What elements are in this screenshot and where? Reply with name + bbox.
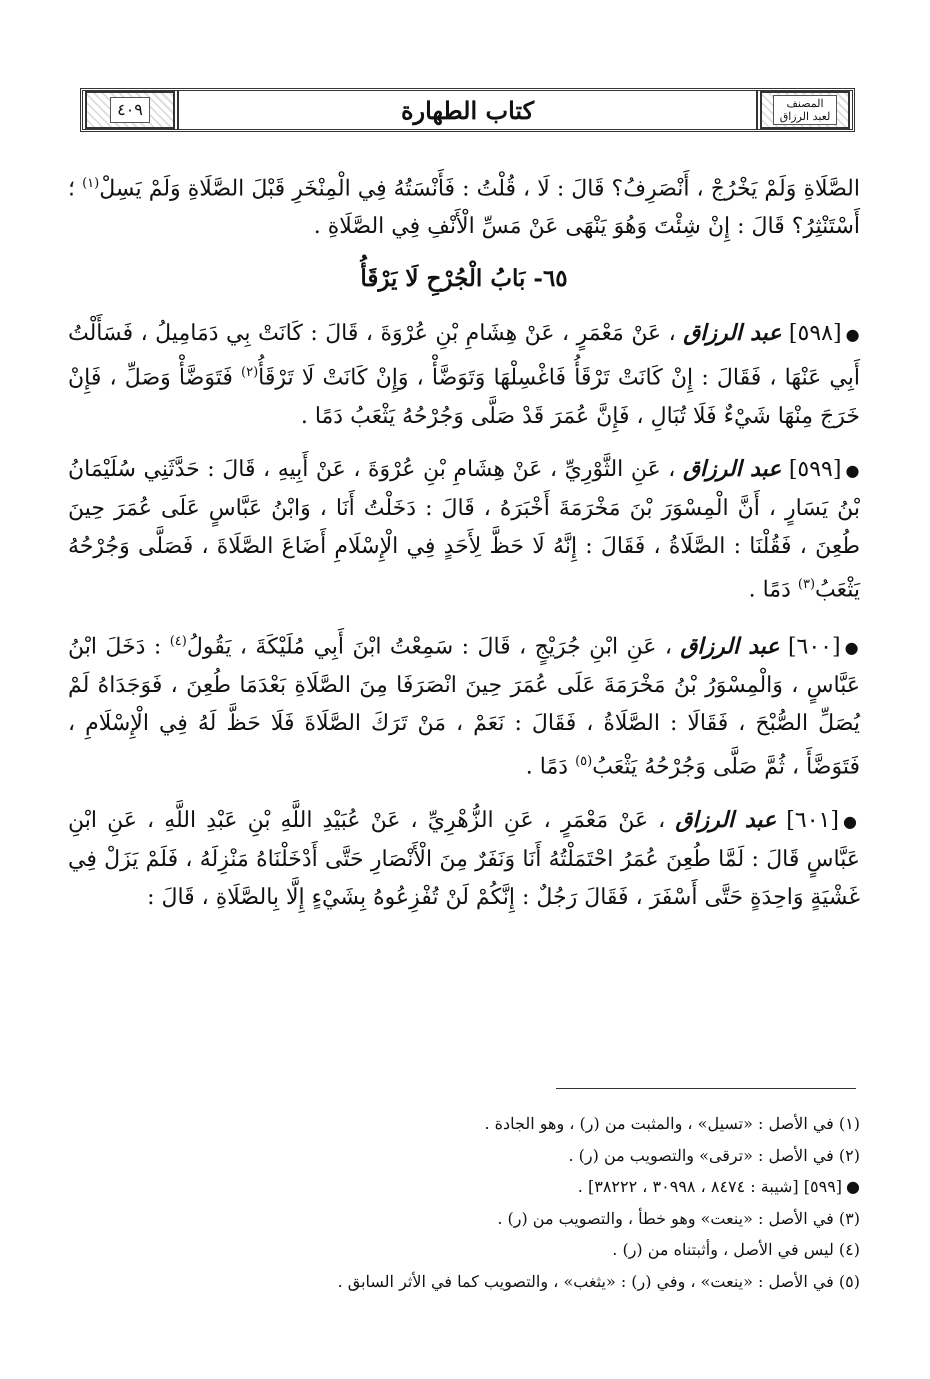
hadith-entry (68, 314, 860, 435)
entry-text: ، عَنْ مَعْمَرٍ ، عَنْ هِشَامِ بْنِ عُرْوَةَ ، قَالَ : كَانَتْ بِي دَمَامِيلُ ، فَسَأَلْتُ أَبِي عَنْهَا ، فَقَالَ : إِنْ كَانَتْ تَرْقَأُ فَاغْسِلْهَا وَتَوَضَّأْ ، وَإِنْ كَانَتْ لَا تَرْقَأُ (68, 321, 861, 391)
footnote-ref: (٣) (797, 576, 816, 592)
bullet-icon: ● (845, 325, 860, 345)
entry-text: دَمًا . (748, 576, 791, 602)
footnote: (٤) ليس في الأصل ، وأثبتناه من (ر) . (612, 1240, 860, 1259)
entry-number: [٦٠٠] (787, 634, 841, 660)
hadith-entry (68, 623, 860, 787)
book-logo-ornament (760, 91, 850, 129)
bullet-icon: ● (845, 460, 860, 480)
chapter-heading: ٦٥- بَابُ الْجُرْحِ لَا يَرْقَأُ (360, 265, 568, 293)
entry-author: عبد الرزاق (683, 320, 782, 347)
entry-text: : دَخَلَ ابْنُ عَبَّاسٍ ، وَالْمِسْوَرُ بْنُ مَخْرَمَةَ عَلَى عُمَرَ حِينَ انْصَرَفَا مِنَ الصَّلَاةِ بَعْدَمَا طُعِنَ ، فَوَجَدَاهُ لَمْ يُصَلِّ الصُّبْحَ ، فَقَالَا : الصَّلَاةُ ، فَقَالَ : نَعَمْ ، مَنْ تَرَكَ الصَّلَاةَ فَلَا حَظَّ لَهُ فِي الْإِسْلَامِ ، فَتَوَضَّأَ ، ثُمَّ صَلَّى وَجُرْحُهُ يَثْعَبُ (68, 634, 861, 780)
footnote-source: [٥٩٩] [شيبة : ٨٤٧٤ ، ٣٠٩٩٨ ، ٣٨٢٢٢] . (577, 1177, 843, 1196)
footnote (68, 1171, 860, 1203)
footnote: (١) في الأصل : «تسيل» ، والمثبت من (ر) ، وهو الجادة . (484, 1114, 860, 1133)
entry-author: عبد الرزاق (675, 806, 777, 833)
footnote: (٣) في الأصل : «ينعت» وهو خطأ ، والتصويب من (ر) . (497, 1208, 860, 1228)
book-logo (773, 95, 838, 125)
entry-text: دَمًا . (525, 754, 569, 780)
bullet-icon: ● (846, 1177, 860, 1196)
logo-line2: لعبد الرزاق (779, 110, 831, 123)
entry-number: [٥٩٨] (788, 321, 842, 347)
entry-number: [٥٩٩] (788, 456, 842, 482)
intro-line1: الصَّلَاةِ وَلَمْ يَخْرُجْ ، أَنْصَرِفُ؟ قَالَ : لَا ، قُلْتُ : فَأَنْسَتُهُ فِي الْمِنْخَرِ قَبْلَ الصَّلَاةِ وَلَمْ (148, 176, 860, 202)
logo-line1: المصنف (786, 97, 824, 110)
page-number-ornament (85, 91, 175, 129)
entry-number: [٦٠١] (786, 807, 839, 833)
running-title: كتاب الطهارة (177, 91, 758, 129)
footnote-ref: (١) (82, 176, 100, 191)
main-text (68, 165, 860, 931)
footnote-ref: (٥) (575, 754, 593, 770)
bullet-icon: ● (842, 811, 860, 831)
entry-author: عبد الرزاق (680, 633, 780, 660)
footnote-separator (556, 1088, 856, 1089)
footnote-ref: (٢) (241, 365, 259, 381)
intro-paragraph (68, 165, 860, 246)
bullet-icon: ● (844, 638, 860, 658)
footnote: (٥) في الأصل : «ينعت» ، وفي (ر) : «يثغب» ، والتصويب كما في الأثر السابق . (337, 1271, 860, 1291)
hadith-entry (68, 801, 860, 917)
hadith-entry (68, 450, 860, 609)
page-number: ٤٠٩ (110, 97, 150, 123)
entry-text: ، عَنِ ابْنِ جُرَيْجٍ ، قَالَ : سَمِعْتُ ابْنَ أَبِي مُلَيْكَةَ ، يَقُولُ (186, 634, 672, 660)
footnotes (68, 1108, 860, 1297)
footnote-ref: (٤) (169, 633, 187, 649)
intro-line2-a: يَسِلْ (99, 176, 142, 202)
entry-text: فَتَوَضَّأْ وَصَلِّ ، فَإِنْ خَرَجَ مِنْهَا شَيْءٌ فَلَا تُبَالِ ، فَإِنَّ عُمَرَ قَدْ صَلَّى وَجُرْحُهُ يَثْعَبُ دَمًا . (68, 365, 860, 429)
entry-author: عبد الرزاق (682, 455, 782, 482)
footnote: (٢) في الأصل : «ترقى» والتصويب من (ر) . (568, 1145, 860, 1165)
intro-line2-b: ؛ أَسْتَنْثِرُ؟ قَالَ : إِنْ شِئْتَ وَهُوَ يَنْهَى عَنْ مَسِّ الْأَنْفِ فِي الصَّلَاةِ . (68, 176, 860, 240)
running-header (80, 88, 855, 132)
entry-text: ، عَنْ مَعْمَرٍ ، عَنِ الزُّهْرِيِّ ، عَنْ عُبَيْدِ اللَّهِ بْنِ عَبْدِ اللَّهِ ، عَنِ ابْنِ عَبَّاسٍ قَالَ : لَمَّا طُعِنَ عُمَرُ احْتَمَلْتُهُ أَنَا وَنَفَرٌ مِنَ الْأَنْصَارِ حَتَّى أَدْخَلْنَاهُ مَنْزِلَهُ ، فَلَمْ يَزَلْ فِي غَشْيَةٍ وَاحِدَةٍ حَتَّى أَسْفَرَ ، فَقَالَ رَجُلٌ : إِنَّكُمْ لَنْ تُفْزِعُوهُ بِشَيْءٍ إِلَّا بِالصَّلَاةِ ، قَالَ : (68, 807, 860, 910)
entry-text: ، عَنِ الثَّوْرِيِّ ، عَنْ هِشَامِ بْنِ عُرْوَةَ ، عَنْ أَبِيهِ ، قَالَ : حَدَّثَنِي سُلَيْمَانُ بْنُ يَسَارٍ ، أَنَّ الْمِسْوَرَ بْنَ مَخْرَمَةَ أَخْبَرَهُ ، قَالَ : دَخَلْتُ أَنَا ، وَابْنُ عَبَّاسٍ عَلَى عُمَرَ حِينَ طُعِنَ ، فَقُلْنَا : الصَّلَاةُ ، فَقَالَ : إِنَّهُ لَا حَظَّ لِأَحَدٍ فِي الْإِسْلَامِ أَضَاعَ الصَّلَاةَ ، فَصَلَّى وَجُرْحُهُ يَثْعَبُ (68, 456, 860, 602)
